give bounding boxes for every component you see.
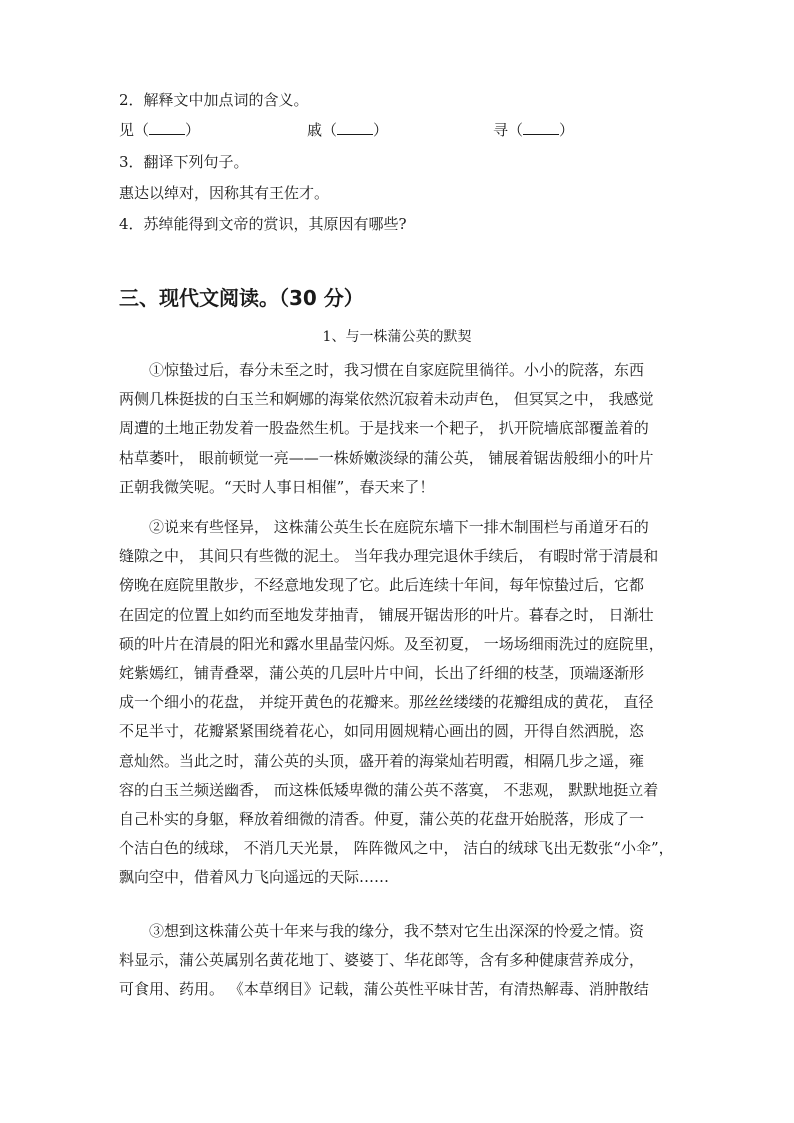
fill-item-3	[493, 120, 574, 140]
section-title: 三、现代文阅读。（30 分）	[119, 286, 364, 310]
fill-item-word: 寻（	[493, 121, 524, 139]
paragraph-line: 料显示，蒲公英属别名黄花地丁、婆婆丁、华花郎等，含有多种健康营养成分，	[119, 951, 645, 970]
fill-item-close: ）	[559, 121, 575, 139]
paragraph-line: 硕的叶片在清晨的阳光和露水里晶莹闪烁。及至初夏， 一场场细雨洗过的庭院里，	[119, 634, 664, 653]
answer-blank[interactable]	[149, 120, 185, 135]
fill-item-word: 戚（	[307, 121, 338, 139]
paragraph-line: 傍晚在庭院里散步，不经意地发现了它。此后连续十年间，每年惊蛰过后，它都	[119, 576, 645, 595]
paragraph-line: 周遭的土地正勃发着一股盎然生机。于是找来一个耙子， 扒开院墙底部覆盖着的	[119, 419, 649, 438]
paragraph-line: 自己朴实的身躯，释放着细微的清香。仲夏，蒲公英的花盘开始脱落，形成了一	[119, 810, 645, 829]
question-3-sentence: 惠达以绰对，因称其有王佐才。	[119, 184, 330, 202]
paragraph-line: 意灿然。当此之时，蒲公英的头顶，盛开着的海棠灿若明霞，相隔几步之遥，雍	[119, 751, 645, 770]
paragraph-line: ①惊蛰过后，春分未至之时，我习惯在自家庭院里徜徉。小小的院落，东西	[149, 361, 645, 379]
paragraph-line: ②说来有些怪异， 这株蒲公英生长在庭院东墙下一排木制围栏与甬道牙石的	[149, 518, 649, 536]
fill-item-close: ）	[373, 121, 389, 139]
paragraph-3	[119, 917, 679, 1005]
answer-blank[interactable]	[337, 120, 373, 135]
article-title: 1、与一株蒲公英的默契	[322, 329, 472, 345]
paragraph-line: 在固定的位置上如约而至地发芽抽青， 铺展开锯齿形的叶片。暮春之时， 日渐壮	[119, 605, 654, 624]
paragraph-2	[119, 513, 679, 893]
paragraph-line: ③想到这株蒲公英十年来与我的缘分，我不禁对它生出深深的怜爱之情。资	[149, 922, 645, 940]
paragraph-line: 可食用、药用。 《本草纲目》记载，蒲公英性平味甘苦，有清热解毒、消肿散结	[119, 980, 649, 999]
fill-item-close: ）	[185, 121, 201, 139]
fill-item-2	[307, 120, 388, 140]
question-4: 4．苏绰能得到文帝的赏识，其原因有哪些?	[119, 215, 407, 233]
paragraph-line: 不足半寸，花瓣紧紧围绕着花心，如同用圆规精心画出的圆，开得自然洒脱，恣	[119, 722, 645, 741]
fill-item-word: 见（	[119, 121, 150, 139]
paragraph-line: 缝隙之中， 其间只有些微的泥土。 当年我办理完退休手续后， 有暇时常于清晨和	[119, 547, 659, 566]
paragraph-line: 正朝我微笑呢。“天时人事日相催”，春天来了！	[119, 477, 435, 496]
paragraph-line: 容的白玉兰频送幽香， 而这株低矮卑微的蒲公英不落寞， 不悲观， 默默地挺立着	[119, 780, 659, 799]
paragraph-1	[119, 356, 679, 502]
question-3: 3．翻译下列句子。	[119, 153, 249, 171]
answer-blank[interactable]	[523, 120, 559, 135]
paragraph-line: 飘向空中，借着风力飞向遥远的天际……	[119, 868, 390, 887]
paragraph-line: 姹紫嫣红，铺青叠翠，蒲公英的几层叶片中间，长出了纤细的枝茎，顶端逐渐形	[119, 664, 645, 683]
paragraph-line: 两侧几株挺拔的白玉兰和婀娜的海棠依然沉寂着未动声色， 但冥冥之中， 我感觉	[119, 390, 654, 409]
paragraph-line: 个洁白色的绒球， 不消几天光景， 阵阵微风之中， 洁白的绒球飞出无数张“小伞”，	[119, 839, 674, 858]
fill-item-1	[119, 120, 200, 140]
paragraph-line: 枯草萎叶， 眼前顿觉一亮——一株娇嫩淡绿的蒲公英， 铺展着锯齿般细小的叶片	[119, 448, 654, 467]
paragraph-line: 成一个细小的花盘， 并绽开黄色的花瓣来。那丝丝缕缕的花瓣组成的黄花， 直径	[119, 693, 654, 712]
question-2: 2．解释文中加点词的含义。	[119, 91, 309, 109]
